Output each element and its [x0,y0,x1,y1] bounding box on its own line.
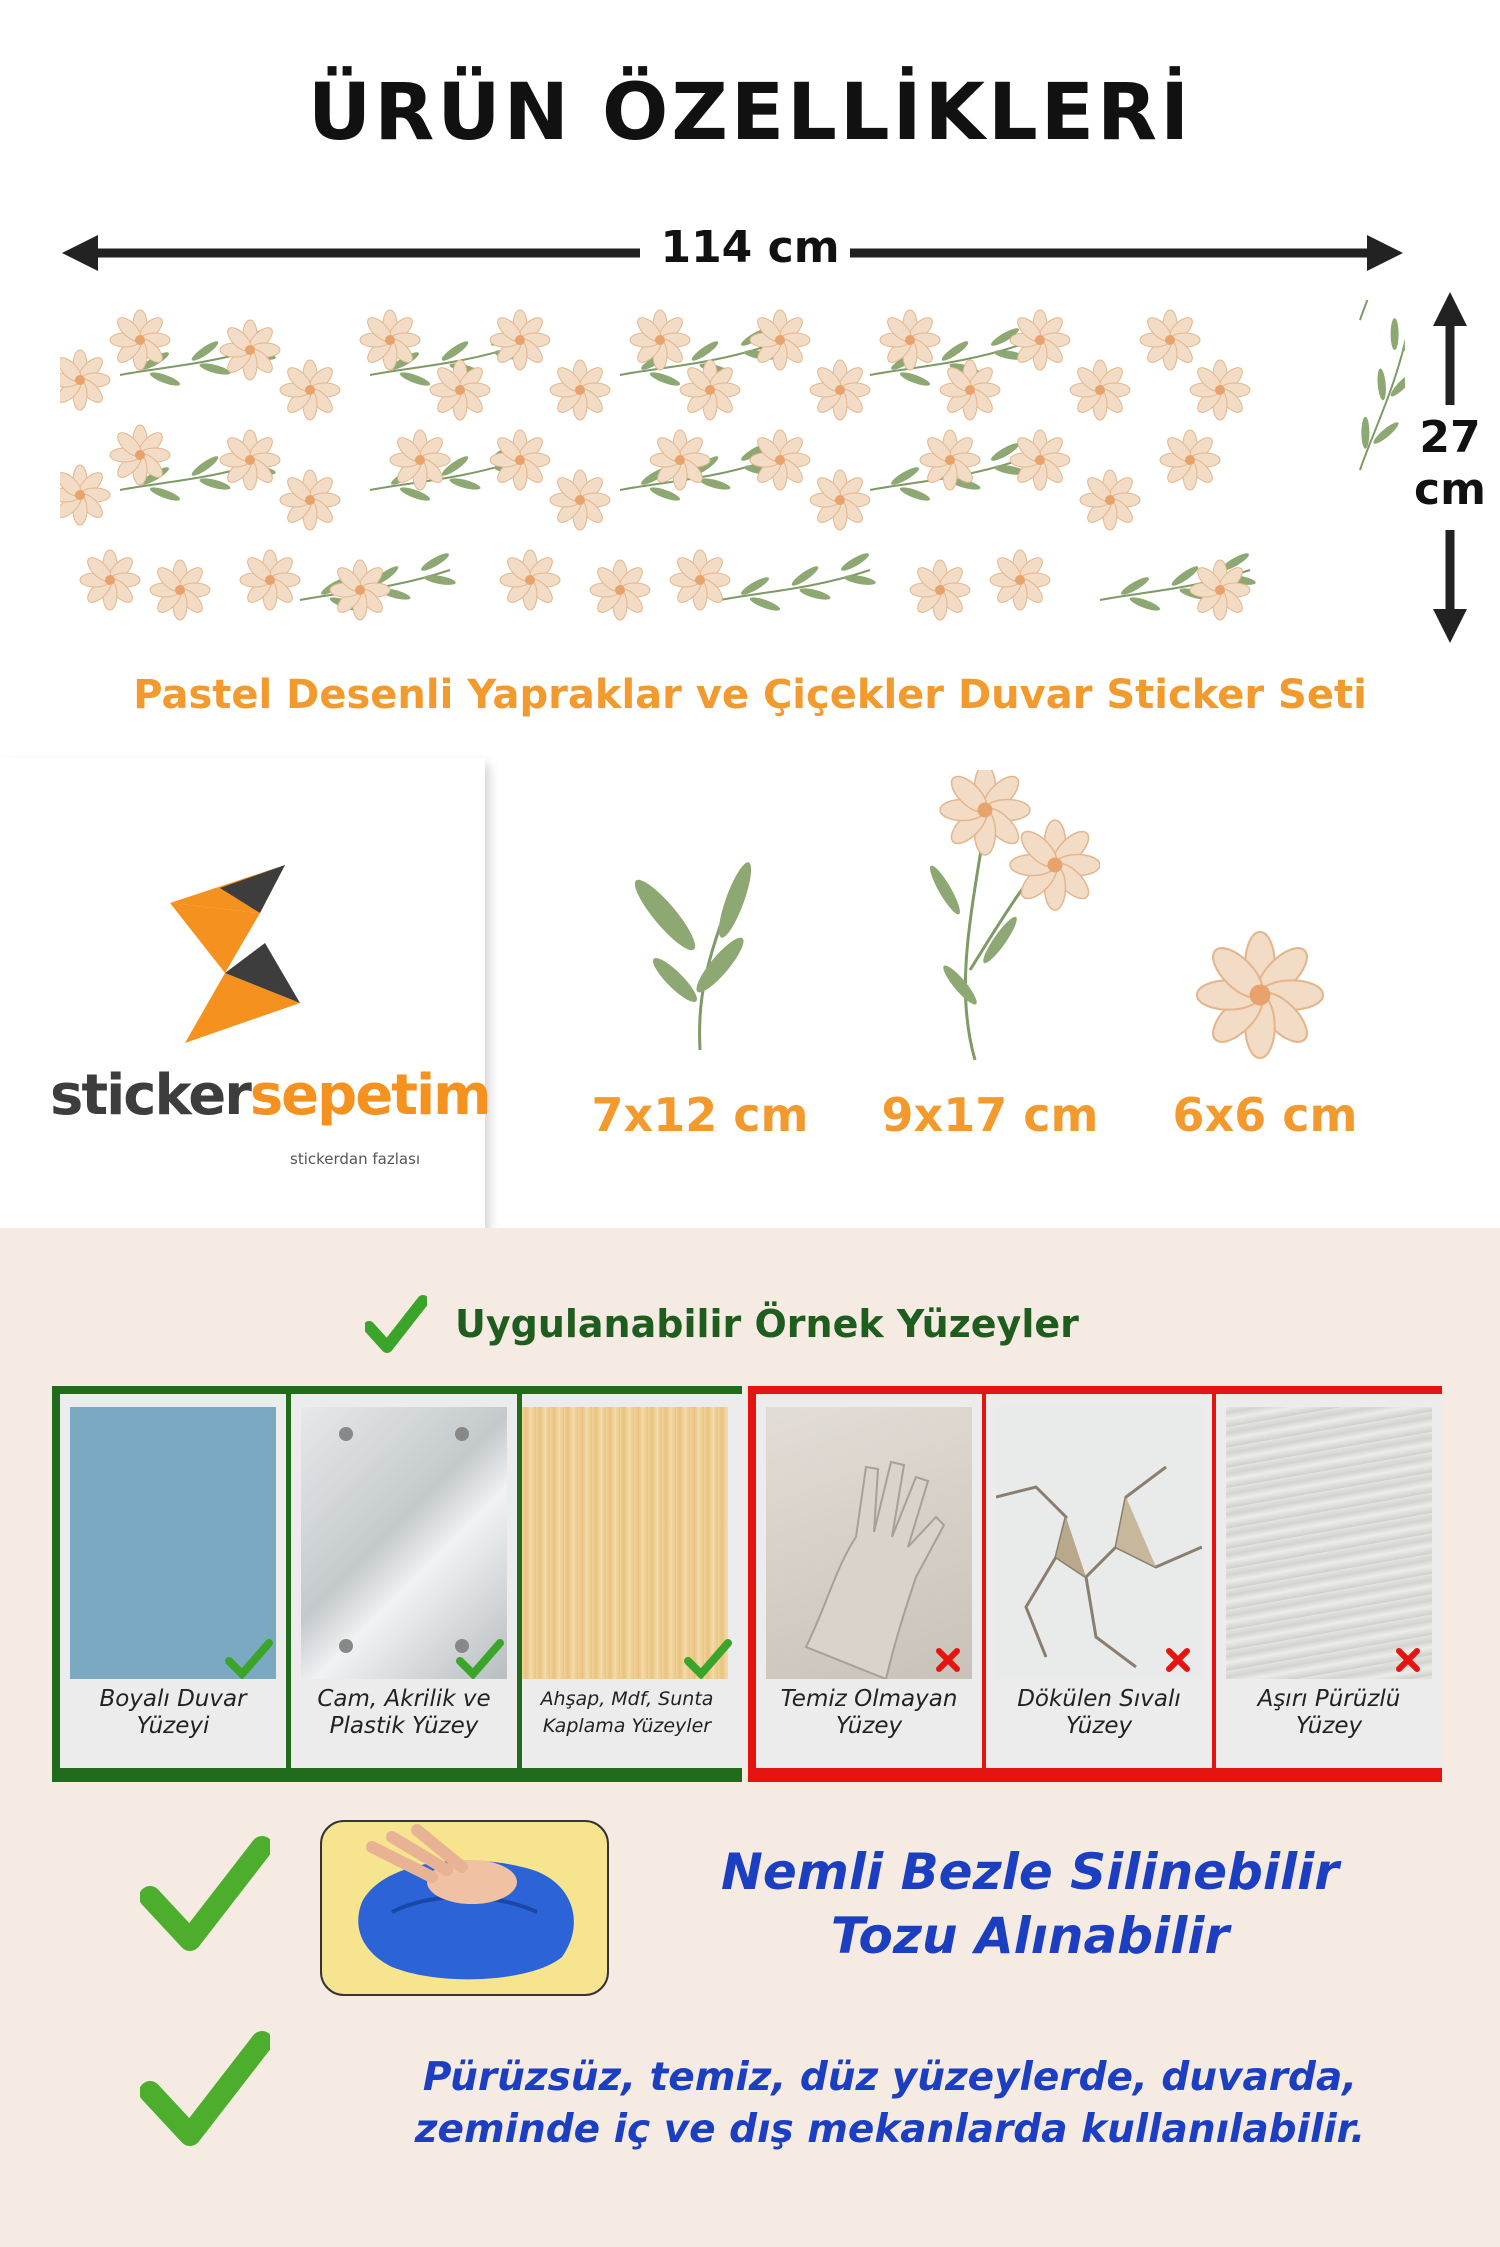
surface-card-glass [291,1394,517,1768]
dirty-surface-swatch [766,1407,972,1679]
brand-name-part2: sepetim [249,1063,490,1128]
check-icon [140,2030,270,2150]
piece-size-2: 9x17 cm [881,1088,1099,1142]
brand-logo-text [50,1063,490,1128]
surface-label: Aşırı Pürüzlü Yüzey [1257,1686,1401,1739]
brand-tagline: stickerdan fazlası [290,1150,421,1168]
surface-card-painted-wall [60,1394,286,1768]
product-name: Pastel Desenli Yapraklar ve Çiçekler Duvar Sticker Seti [133,672,1367,718]
floral-pattern-image [60,300,1405,640]
surface-card-dirty [756,1394,982,1768]
height-value: 27 [1419,412,1481,463]
cross-icon [934,1646,962,1674]
surface-label: Cam, Akrilik ve Plastik Yüzey [317,1686,491,1739]
page-title: ÜRÜN ÖZELLİKLERİ [307,68,1193,158]
surfaces-heading: Uygulanabilir Örnek Yüzeyler [455,1302,1079,1346]
surface-label: Temiz Olmayan Yüzey [780,1686,958,1739]
check-icon [365,1295,427,1355]
surface-card-peeling [986,1394,1212,1768]
surface-label: Boyalı Duvar Yüzeyi [99,1686,247,1739]
surface-card-wood [522,1394,748,1768]
check-icon [225,1639,273,1679]
height-unit: cm [1414,464,1486,515]
leaf-branch-icon [630,855,770,1055]
daisy-icon [1195,930,1325,1060]
usage-line1: Pürüzsüz, temiz, düz yüzeylerde, duvarda, [422,2055,1358,2100]
care-line1: Nemli Bezle Silinebilir [721,1843,1339,1901]
check-icon [140,1835,270,1955]
flower-stem-icon [925,770,1100,1065]
rough-surface-swatch [1226,1407,1432,1679]
brand-name-part1: sticker [50,1063,250,1128]
height-label [1405,412,1495,516]
brand-logo-card [0,758,490,1256]
surface-label: Dökülen Sıvalı Yüzey [1017,1686,1181,1739]
width-label: 114 cm [660,222,840,273]
cross-icon [1394,1646,1422,1674]
surface-card-rough [1216,1394,1442,1768]
cross-icon [1164,1646,1192,1674]
usage-text [280,2052,1500,2156]
peeling-plaster-swatch [996,1407,1202,1679]
usage-line2: zeminde iç ve dış mekanlarda kullanılabilir. [414,2107,1366,2152]
piece-size-1: 7x12 cm [591,1088,809,1142]
check-icon [456,1639,504,1679]
surface-label: Ahşap, Mdf, Sunta Kaplama Yüzeyler [540,1688,714,1737]
check-icon [684,1639,732,1679]
piece-size-3: 6x6 cm [1172,1088,1358,1142]
brand-logo-mark [165,863,305,1048]
care-text [560,1840,1500,1968]
care-line2: Tozu Alınabilir [830,1907,1230,1965]
